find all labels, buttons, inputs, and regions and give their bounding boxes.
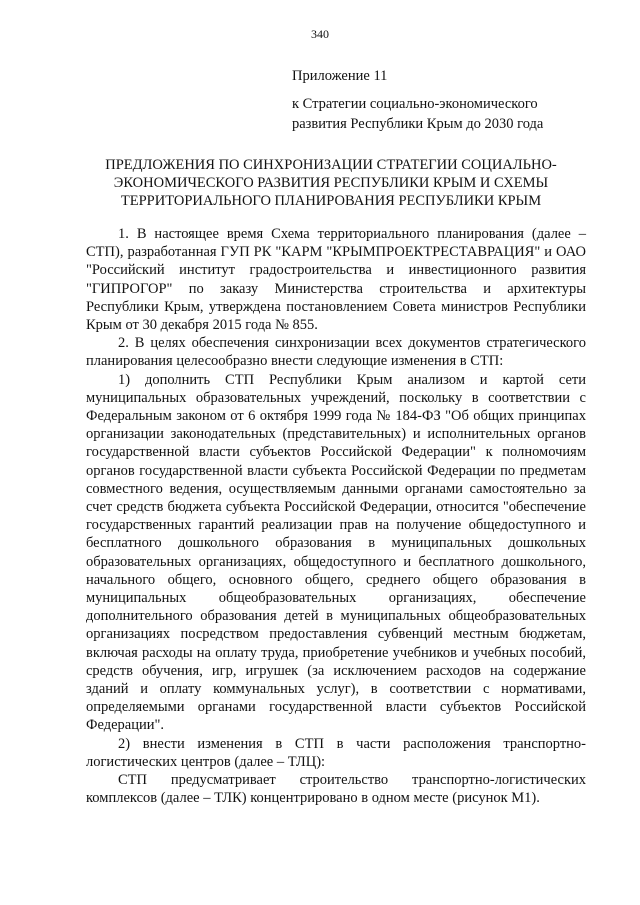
paragraph-4: 2) внести изменения в СТП в части расположения транспортно-логистических центров (далее – ТЛЦ): [86, 735, 586, 770]
paragraph-2: 2. В целях обеспечения синхронизации всех документов стратегического планирования целесообразно внести следующие изменения в СТП: [86, 335, 586, 370]
appendix-subtitle: к Стратегии социально-экономического развития Республики Крым до 2030 года [292, 96, 544, 132]
paragraph-1: 1. В настоящее время Схема территориального планирования (далее – СТП), разработанная ГУП РК "КАРМ "КРЫМПРОЕКТРЕСТАВРАЦИЯ" и ОАО "Российский институт градостроительства и инвестиционного развития "ГИПРОГОР" по заказу Министерства строительства и архитектуры Республики Крым, утверждена постановлением Совета министров Республики Крым от 30 декабря 2015 года № 855. [86, 226, 586, 334]
document-title: ПРЕДЛОЖЕНИЯ ПО СИНХРОНИЗАЦИИ СТРАТЕГИИ СОЦИАЛЬНО-ЭКОНОМИЧЕСКОГО РАЗВИТИЯ РЕСПУБЛИКИ КРЫМ И СХЕМЫ ТЕРРИТОРИАЛЬНОГО ПЛАНИРОВАНИЯ РЕСПУБЛИКИ КРЫМ [105, 157, 557, 209]
document-body [86, 225, 586, 808]
appendix-label: Приложение 11 [292, 68, 388, 84]
paragraph-5: СТП предусматривает строительство транспортно-логистических комплексов (далее – ТЛК) концентрировано в одном месте (рисунок М1). [86, 772, 586, 807]
page-number: 340 [311, 27, 329, 41]
paragraph-3: 1) дополнить СТП Республики Крым анализом и картой сети муниципальных образовательных учреждений, поскольку в соответствии с Федеральным законом от 6 октября 1999 года № 184-ФЗ "Об общих принципах организации законодательных (представительных) и исполнительных органов государственной власти субъектов Российской Федерации" к полномочиям органов государственной власти субъекта Российской Федерации по предметам совместного ведения, осуществляемым данными органами самостоятельно за счет средств бюджета субъекта Российской Федерации, относится "обеспечение государственных гарантий реализации прав на получение общедоступного и бесплатного дошкольного образования в муниципальных дошкольных образовательных организациях, общедоступного и бесплатного дошкольного, начального общего, основного общего, среднего общего образования в муниципальных общеобразовательных организациях, обеспечение дополнительного образования детей в муниципальных общеобразовательных организациях посредством предоставления субвенций местным бюджетам, включая расходы на оплату труда, приобретение учебников и учебных пособий, средств обучения, игр, игрушек (за исключением расходов на содержание зданий и оплату коммунальных услуг), в соответствии с нормативами, определяемыми органами государственной власти субъектов Российской Федерации". [86, 371, 586, 734]
